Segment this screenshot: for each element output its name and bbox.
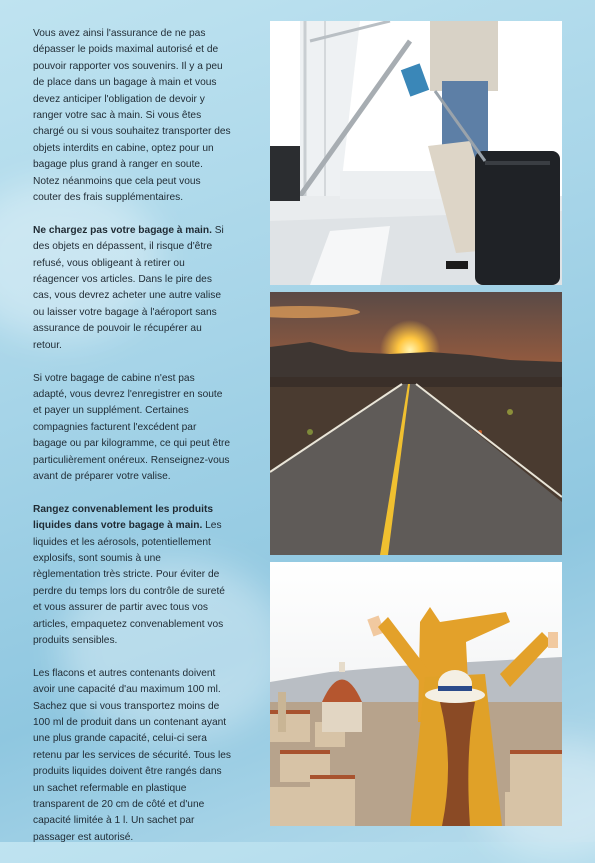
paragraph-3 [33, 371, 231, 486]
paragraph-4 [33, 502, 231, 650]
airport-suitcase-photo [270, 21, 562, 285]
article-text-column [33, 26, 231, 863]
paragraph-4-text: Les liquides et les aérosols, potentiellement explosifs, sont soumis à une règlementation très stricte. Pour éviter de perdre du temps lors du contrôle de sureté et vous assurer de partir avec tous vos articles, empaquetez convenablement vos produits sensibles. [33, 520, 225, 646]
paragraph-5 [33, 666, 231, 846]
paragraph-1-text: Vous avez ainsi l'assurance de ne pas dépasser le poids maximal autorisé et de pouvoir rapporter vos souvenirs. Il y a peu de place dans un bagage à main et vous devez anticiper l'obligation de devoir y ranger votre sac à main. Si vous êtes chargé ou si vous souhaitez transporter des objets interdits en cabine, optez pour un bagage plus grand à ranger en soute. Notez néanmoins que cela peut vous couter des frais supplémentaires. [33, 28, 231, 204]
paragraph-2-bold: Ne chargez pas votre bagage à main. [33, 224, 212, 236]
paragraph-1 [33, 26, 231, 206]
paragraph-5-text: Les flacons et autres contenants doivent avoir une capacité d'au maximum 100 ml. Sachez que si vous transportez moins de 100 ml de produit dans un contenant ayant une plus grande capacité, celui-ci sera retenu par les services de sécurité. Tous les produits liquides doivent être rangés dans un sachet refermable en plastique transparent de 20 cm de côté et d'une capacité limitée à 1 l. Un sachet par passager est autorisé. [33, 667, 231, 843]
paragraph-2-text: Si des objets en dépassent, il risque d'être refusé, vous obligeant à retirer ou réagencer vos articles. Dans le pire des cas, vous devrez acheter une autre valise ou laisser votre bagage à l'aéroport sans assurance de pouvoir le récupérer au retour. [33, 224, 224, 351]
sunset-road-photo [270, 292, 562, 555]
paragraph-2 [33, 223, 231, 354]
paragraph-3-text: Si votre bagage de cabine n'est pas adapté, vous devrez l'enregistrer en soute et payer un supplément. Certaines compagnies facturent l'excédent par bagage ou par kilogramme, ce qui peut être particulièrement onéreux. Renseignez-vous avant de préparer votre valise. [33, 372, 231, 482]
paragraph-4-bold: Rangez convenablement les produits liquides dans votre bagage à main. [33, 503, 214, 532]
florence-traveller-photo [270, 562, 562, 826]
